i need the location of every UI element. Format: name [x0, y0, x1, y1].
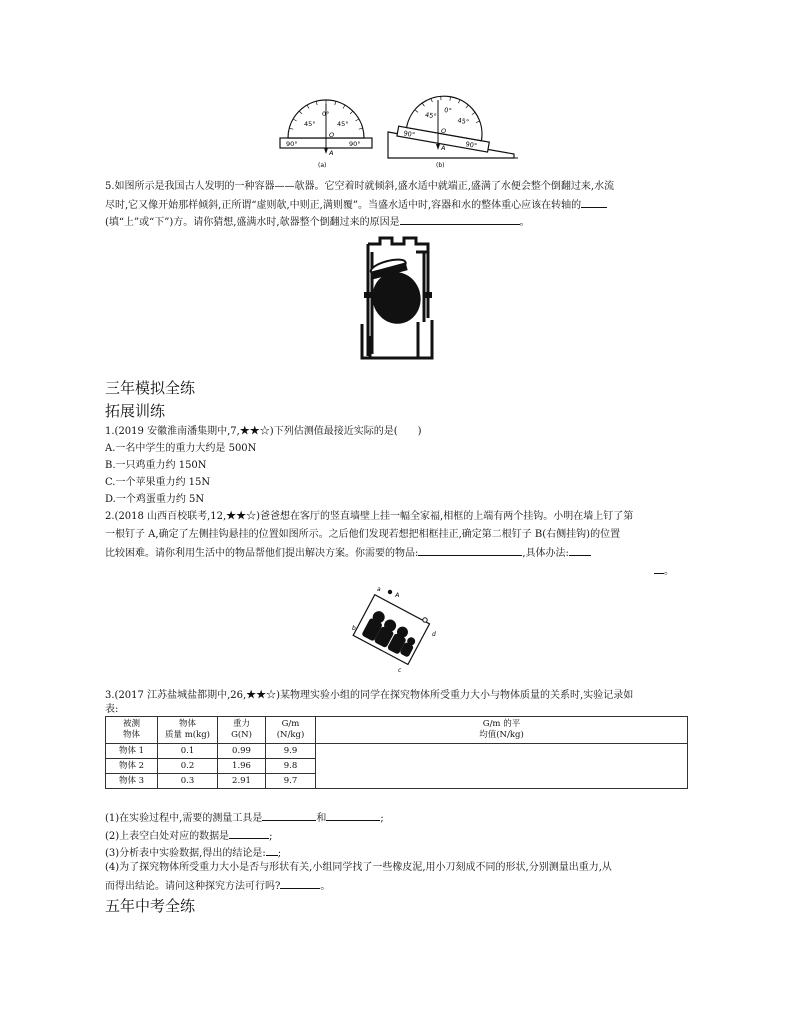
table-cell: 物体 3 — [106, 774, 158, 789]
label-90-degree-right-a: 90° — [349, 140, 361, 148]
answer-blank[interactable] — [581, 197, 607, 208]
label-corner-c: c — [398, 667, 402, 674]
q2-line-3-text: 比较困难。请你利用生活中的物品帮他们提出解决方案。你需要的物品: — [105, 548, 419, 559]
q5-line-3-end: 。 — [519, 217, 530, 228]
label-45-degree-left-b: 45° — [424, 110, 438, 121]
q3-sub-3-text: (3)分析表中实验数据,得出的结论是: — [105, 848, 266, 859]
table-cell: 0.3 — [158, 774, 218, 789]
answer-blank[interactable] — [654, 563, 664, 574]
q5-line-2-text: 尽时,它又像开始那样倾斜,正所谓“虚则欹,中则正,满则覆”。当盛水适中时,容器和水的整体重心应该在转轴的 — [105, 200, 582, 211]
label-point-a-a: A — [329, 149, 334, 157]
table-cell: 2.91 — [218, 774, 266, 789]
experiment-record-table — [105, 716, 688, 789]
table-cell: 9.9 — [266, 744, 316, 759]
q5-line-2 — [105, 197, 607, 212]
q3-sub-2 — [105, 828, 273, 843]
label-90-degree-left-a: 90° — [286, 140, 298, 148]
section-title-sanian: 三年模拟全练 — [105, 379, 196, 397]
label-45-degree-right-a: 45° — [337, 120, 349, 128]
answer-blank[interactable] — [418, 545, 522, 556]
q3-sub-1 — [105, 810, 384, 825]
q5-line-3-text: (填“上”或“下”)方。请你猜想,盛满水时,欹器整个倒翻过来的原因是 — [105, 217, 400, 228]
q2-line-4 — [654, 563, 674, 578]
q3-line-2: 表: — [105, 704, 119, 715]
label-corner-a: a — [377, 586, 381, 593]
picture-frame-figure — [348, 584, 438, 674]
caption-b: (b) — [436, 162, 445, 169]
q3-line-1: 3.(2017 江苏盐城盐都期中,26,★★☆)某物理实验小组的同学在探究物体所受重力大小与物体质量的关系时,实验记录如 — [105, 690, 634, 701]
table-header-cell: G/m 的平 均值(N/kg) — [316, 717, 688, 744]
table-cell: 9.8 — [266, 759, 316, 774]
table-cell: 0.2 — [158, 759, 218, 774]
answer-blank[interactable] — [229, 828, 269, 839]
table-header-cell: 被测 物体 — [106, 717, 158, 744]
q3-sub-1-text: (1)在实验过程中,需要的测量工具是 — [105, 813, 263, 824]
table-header-cell: 重力 G(N) — [218, 717, 266, 744]
table-row — [106, 744, 688, 759]
q3-sub-2-end: ; — [269, 831, 273, 842]
q3-sub-1-and: 和 — [316, 813, 327, 824]
section-title-wunian: 五年中考全练 — [105, 897, 196, 915]
q2-line-3 — [105, 545, 591, 560]
label-45-degree-left-a: 45° — [304, 120, 316, 128]
q5-line-1: 5.如图所示是我国古人发明的一种容器——欹器。它空着时就倾斜,盛水适中就端正,盛满了水便会整个倒翻过来,水流 — [105, 181, 615, 192]
table-cell: 0.1 — [158, 744, 218, 759]
label-point-a-b: A — [441, 144, 446, 152]
q3-sub-4-line-1: (4)为了探究物体所受重力大小是否与形状有关,小组同学找了一些橡皮泥,用小刀刻成不同的形状,分别测量出重力,从 — [105, 862, 612, 873]
q5-line-3 — [105, 214, 530, 229]
q3-sub-3-end: ; — [277, 848, 282, 859]
table-cell: 9.7 — [266, 774, 316, 789]
answer-blank[interactable] — [400, 214, 520, 225]
label-0-degree-b: 0° — [443, 105, 453, 116]
q2-line-4-end: 。 — [664, 566, 674, 577]
q3-sub-2-text: (2)上表空白处对应的数据是 — [105, 831, 230, 842]
q3-sub-1-end: ; — [380, 813, 384, 824]
table-header-cell: G/m (N/kg) — [266, 717, 316, 744]
q1-stem: 1.(2019 安徽淮南潘集期中,7,★★☆)下列估测值最接近实际的是( ) — [105, 426, 422, 437]
q3-sub-3 — [105, 845, 281, 860]
label-point-o-b: O — [441, 127, 447, 135]
protractor-figures — [278, 92, 524, 170]
protractor-figure-b — [388, 92, 518, 169]
caption-a: (a) — [318, 162, 327, 169]
label-90-degree-right-b: 90° — [464, 140, 478, 151]
label-90-degree-left-b: 90° — [402, 129, 416, 140]
q2-line-3-mid: ,具体办法: — [522, 548, 569, 559]
label-nail-a: A — [395, 591, 400, 599]
table-cell: 物体 1 — [106, 744, 158, 759]
label-point-o-a: O — [329, 131, 335, 139]
table-header-cell: 物体 质量 m(kg) — [158, 717, 218, 744]
q3-sub-4-line-2 — [105, 878, 330, 893]
table-cell: 0.99 — [218, 744, 266, 759]
answer-blank[interactable] — [266, 845, 278, 856]
q3-sub-4-end: 。 — [320, 881, 331, 892]
table-cell: 物体 2 — [106, 759, 158, 774]
label-45-degree-right-b: 45° — [456, 116, 470, 127]
q2-line-1: 2.(2018 山西百校联考,12,★★☆)爸爸想在客厅的竖直墙壁上挂一幅全家福,相框的上端有两个挂钩。小明在墙上钉了第 — [105, 511, 634, 522]
protractor-figure-a — [280, 100, 372, 169]
qiqi-vessel-figure — [358, 236, 438, 360]
table-header-row — [106, 717, 688, 744]
q1-option-d[interactable]: D.一个鸡蛋重力约 5N — [105, 494, 205, 505]
answer-blank[interactable] — [326, 810, 380, 821]
q2-line-2: 一根钉子 A,确定了左侧挂钩悬挂的位置如图所示。之后他们发现若想把相框挂正,确定第二根钉子 B(右侧挂钩)的位置 — [105, 529, 621, 540]
label-0-degree-a: 0° — [322, 110, 330, 118]
answer-blank[interactable] — [569, 545, 591, 556]
q1-option-b[interactable]: B.一只鸡重力约 150N — [105, 460, 207, 471]
table-cell: 1.96 — [218, 759, 266, 774]
label-corner-d: d — [432, 631, 436, 638]
label-corner-b: b — [352, 625, 356, 632]
q1-option-a[interactable]: A.一名中学生的重力大约是 500N — [105, 443, 257, 454]
answer-blank[interactable] — [280, 878, 320, 889]
q3-sub-4-text: 而得出结论。请问这种探究方法可行吗? — [105, 881, 281, 892]
section-title-tuozhan: 拓展训练 — [105, 402, 166, 420]
average-blank-cell[interactable] — [316, 744, 688, 789]
answer-blank[interactable] — [262, 810, 316, 821]
q1-option-c[interactable]: C.一个苹果重力约 15N — [105, 477, 211, 488]
